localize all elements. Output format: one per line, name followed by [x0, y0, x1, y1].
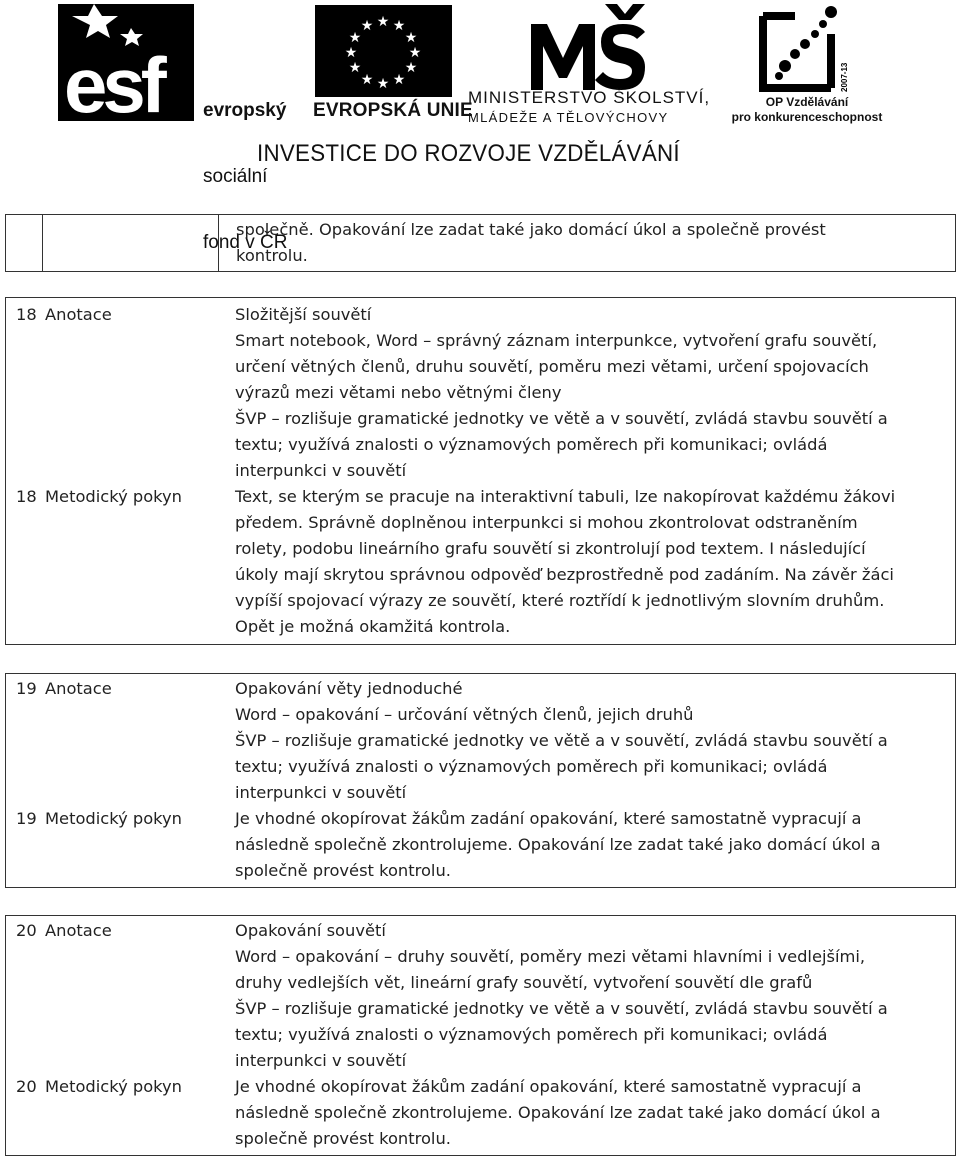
text-line: interpunkci v souvětí — [235, 461, 407, 480]
svg-text:★: ★ — [344, 45, 358, 61]
text-line: ŠVP – rozlišuje gramatické jednotky ve větě a v souvětí, zvládá stavbu souvětí a — [235, 409, 888, 428]
text-line: textu; využívá znalosti o významových poměrech při komunikaci; ovládá — [235, 757, 828, 776]
text-line: Text, se kterým se pracuje na interaktivní tabuli, lze nakopírovat každému žákovi — [235, 487, 896, 506]
text-line: Opakování souvětí — [235, 921, 386, 940]
text-line: interpunkci v souvětí — [235, 1051, 407, 1070]
row-number: 20 — [16, 921, 37, 940]
row-content-cell — [219, 215, 955, 271]
text-line: následně společně zkontrolujeme. Opakování lze zadat také jako domácí úkol a — [235, 835, 881, 854]
text-line: Word – opakování – určování větných členů, jejich druhů — [235, 705, 694, 724]
esf-line-1: evropský — [203, 100, 287, 121]
header-tagline: INVESTICE DO ROZVOJE VZDĚLÁVÁNÍ — [257, 140, 680, 167]
esf-logo-icon — [58, 4, 194, 121]
text-line: textu; využívá znalosti o významových poměrech při komunikaci; ovládá — [235, 435, 828, 454]
text-line: rolety, podobu lineárního grafu souvětí si zkontrolují pod textem. I následující — [235, 539, 866, 558]
svg-text:★: ★ — [404, 60, 418, 76]
svg-text:★: ★ — [392, 72, 406, 88]
text-line: výrazů mezi větami nebo větnými členy — [235, 383, 562, 402]
op-years-label — [838, 52, 850, 92]
text-line: Je vhodné okopírovat žákům zadání opakování, které samostatně vypracují a — [235, 1077, 862, 1096]
row-number: 18 — [16, 305, 37, 324]
text-line: ŠVP – rozlišuje gramatické jednotky ve větě a v souvětí, zvládá stavbu souvětí a — [235, 731, 888, 750]
text-line: úkoly mají skrytou správnou odpověď bezprostředně pod zadáním. Na závěr žáci — [235, 565, 894, 584]
row-content — [231, 1072, 955, 1152]
text-line: určení větných členů, druhu souvětí, poměru mezi větami, určení spojovacích — [235, 357, 869, 376]
row-label: Metodický pokyn — [45, 1077, 182, 1096]
op-line-1: OP Vzdělávání — [765, 95, 849, 109]
text-line: společně provést kontrolu. — [235, 861, 451, 880]
row-number: 20 — [16, 1077, 37, 1096]
svg-text:★: ★ — [376, 14, 390, 30]
svg-text:★: ★ — [408, 45, 422, 61]
table-row — [6, 215, 955, 271]
row-content — [231, 804, 955, 884]
row-number: 18 — [16, 487, 37, 506]
text-line: Složitější souvětí — [235, 305, 372, 324]
row-label: Anotace — [45, 921, 112, 940]
text-line: následně společně zkontrolujeme. Opakování lze zadat také jako domácí úkol a — [235, 1103, 881, 1122]
row-label: Metodický pokyn — [45, 809, 182, 828]
table-row — [6, 916, 955, 1074]
table-row — [6, 1072, 955, 1152]
row-content — [231, 916, 955, 1074]
row-content — [231, 300, 955, 484]
svg-text:★: ★ — [348, 60, 362, 76]
text-line: společně. Opakování lze zadat také jako domácí úkol a společně provést — [236, 220, 826, 239]
esf-line-2: sociální — [203, 166, 268, 187]
op-name — [722, 95, 892, 125]
row-label: Metodický pokyn — [45, 487, 182, 506]
row-number: 19 — [16, 679, 37, 698]
svg-text:★: ★ — [348, 30, 362, 46]
svg-text:esf: esf — [64, 41, 162, 121]
table-20 — [5, 915, 956, 1156]
text-line: společně provést kontrolu. — [235, 1129, 451, 1148]
svg-text:★: ★ — [360, 18, 374, 34]
row-content — [231, 482, 955, 640]
msmt-line-2: MLÁDEŽE A TĚLOVÝCHOVY — [468, 110, 669, 125]
eu-label: EVROPSKÁ UNIE — [313, 100, 473, 121]
text-line: druhy vedlejších vět, lineární grafy souvětí, vytvoření souvětí dle grafů — [235, 973, 813, 992]
svg-text:★: ★ — [376, 76, 390, 92]
svg-text:★: ★ — [360, 72, 374, 88]
table-row — [6, 300, 955, 484]
row-label-cell — [43, 215, 219, 271]
text-line: ŠVP – rozlišuje gramatické jednotky ve větě a v souvětí, zvládá stavbu souvětí a — [235, 999, 888, 1018]
msmt-name — [468, 88, 718, 128]
text-line: předem. Správně doplněnou interpunkci si mohou zkontrolovat odstraněním — [235, 513, 858, 532]
text-line: kontrolu. — [236, 246, 308, 265]
text-line: vypíší spojovací výrazy ze souvětí, které roztřídí k jednotlivým slovním druhům. — [235, 591, 885, 610]
row-label: Anotace — [45, 679, 112, 698]
op-line-2: pro konkurenceschopnost — [731, 110, 883, 124]
text-line: textu; využívá znalosti o významových poměrech při komunikaci; ovládá — [235, 1025, 828, 1044]
continuation-table — [5, 214, 956, 272]
svg-text:★: ★ — [392, 18, 406, 34]
text-line: Word – opakování – druhy souvětí, poměry mezi větami hlavními i vedlejšími, — [235, 947, 866, 966]
text-line: Je vhodné okopírovat žákům zadání opakování, které samostatně vypracují a — [235, 809, 862, 828]
msmt-logo-icon — [527, 2, 655, 90]
msmt-line-1: MINISTERSTVO ŠKOLSTVÍ, — [468, 88, 711, 107]
row-number-cell — [6, 215, 43, 271]
row-content — [231, 674, 955, 806]
table-row — [6, 804, 955, 884]
svg-text:★: ★ — [404, 30, 418, 46]
text-line: Smart notebook, Word – správný záznam interpunkce, vytvoření grafu souvětí, — [235, 331, 878, 350]
row-label: Anotace — [45, 305, 112, 324]
eu-flag-icon — [315, 5, 452, 97]
text-line: Opět je možná okamžitá kontrola. — [235, 617, 511, 636]
table-19 — [5, 673, 956, 888]
table-row — [6, 482, 955, 640]
table-18 — [5, 297, 956, 645]
esf-line-3: fond v ČR — [203, 232, 288, 253]
text-line: interpunkci v souvětí — [235, 783, 407, 802]
op-years-text: 2007-13 — [840, 62, 849, 92]
table-row — [6, 674, 955, 806]
row-number: 19 — [16, 809, 37, 828]
text-line: Opakování věty jednoduché — [235, 679, 463, 698]
